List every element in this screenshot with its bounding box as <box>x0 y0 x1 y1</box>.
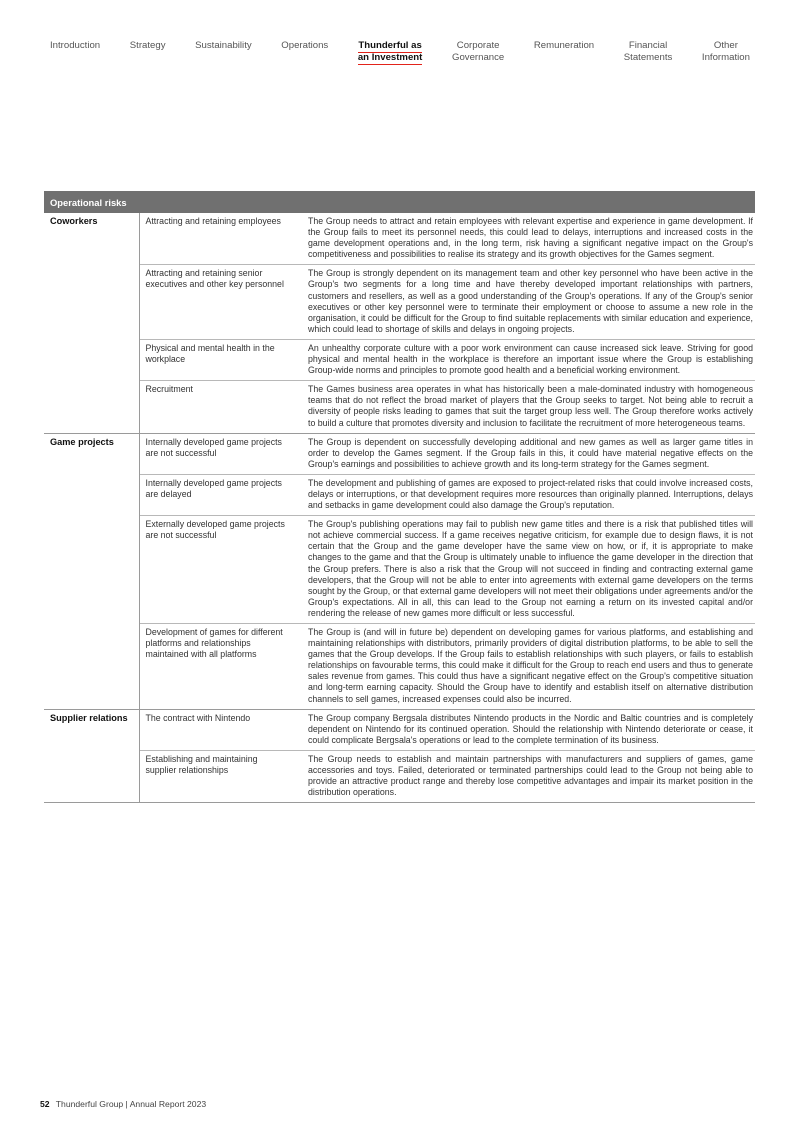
page-number: 52 <box>40 1099 50 1109</box>
nav-item-label: Sustainability <box>195 40 252 51</box>
risk-name: Physical and mental health in the workplace <box>139 339 302 380</box>
nav-item-other-information[interactable] <box>700 40 752 64</box>
risk-description: The Group company Bergsala distributes Nintendo products in the Nordic and Baltic countries and is completely dependent on Nintendo for its continued operation. Should the relationship with Nintendo deteriorate or cease, it could complicate Bergsala's operations or lead to the complete termination of its business. <box>302 709 755 750</box>
risk-description: The Group's publishing operations may fail to publish new game titles and there is a risk that published titles will not achieve commercial success. If a game receives negative criticism, for example due to design flaws, it is not certain that the Group and the game developer have the same view on how, or if, it is appropriate to make changes to the game and that the Group is ultimately unable to influence the game developer in the direction that the Group prefers. There is also a risk that the Group will not succeed in finding and contracting external game developers, that the Group will not be able to enter into agreements with external game developers on the terms sought by the Group, or that external game developers will not meet their obligations under agreements and/or the Group's expectations. All in all, this can lead to the Group not earning a return on its invested capital and/or rendering the release of new games more difficult or less successful. <box>302 516 755 624</box>
operational-risks-table <box>44 191 755 803</box>
nav-item-label: Operations <box>281 40 329 51</box>
risk-category <box>44 381 139 433</box>
table-row <box>44 474 755 515</box>
nav-item-financial-statements[interactable] <box>622 40 675 64</box>
nav-item-strategy[interactable] <box>128 40 168 52</box>
footer-company: Thunderful Group <box>55 1099 124 1109</box>
risk-category <box>44 750 139 802</box>
nav-item-label: Strategy <box>129 40 166 51</box>
table-row <box>44 339 755 380</box>
risk-name: Internally developed game projects are delayed <box>139 474 302 515</box>
table-row <box>44 624 755 710</box>
risk-category: Supplier relations <box>44 709 139 750</box>
table-row <box>44 709 755 750</box>
risk-description: The Group needs to establish and maintain partnerships with manufacturers and suppliers of games, game accessories and toys. Failed, deteriorated or terminated partnerships could lead to the Group not being able to provide an attractive product range and thereby lose competitive advantages and impair its market position in the distribution operations. <box>302 750 755 802</box>
risk-name: Establishing and maintaining supplier relationships <box>139 750 302 802</box>
nav-item-introduction[interactable] <box>48 40 102 52</box>
risk-name: Attracting and retaining employees <box>139 213 302 265</box>
nav-item-label: Thunderful as an Investment <box>357 40 423 63</box>
table-row <box>44 213 755 265</box>
risk-description: The Group needs to attract and retain employees with relevant expertise and experience in game development. If the Group fails to meet its personnel needs, this could lead to delays, interruptions and increased costs in the game development operations and, in the long term, risk having a significant negative impact on the Group's competitiveness and possibilities to realise its strategy and its growth objectives for the Games segment. <box>302 213 755 265</box>
table-row <box>44 516 755 624</box>
risk-name: Development of games for different platforms and relationships maintained with all platforms <box>139 624 302 710</box>
risk-name: Recruitment <box>139 381 302 433</box>
table-row <box>44 265 755 340</box>
risk-category <box>44 265 139 340</box>
risk-description: An unhealthy corporate culture with a poor work environment can cause increased sick leave. Striving for good physical and mental health in the workplace is therefore an important issue where the Group is establishing Group-wide norms and principles to promote good health and a beneficial working environment. <box>302 339 755 380</box>
nav-item-operations[interactable] <box>279 40 330 52</box>
top-navigation <box>48 40 752 64</box>
table-row <box>44 381 755 433</box>
risk-category <box>44 474 139 515</box>
table-row <box>44 433 755 474</box>
nav-item-label: Other Information <box>701 40 750 63</box>
footer-separator: | <box>125 1099 128 1109</box>
risk-description: The development and publishing of games are exposed to project-related risks that could involve increased costs, delays or interruptions, or that development requires more resources than originally planned. Interruptions, delays and setbacks in game development could also damage the Group's reputation. <box>302 474 755 515</box>
nav-item-sustainability[interactable] <box>193 40 254 52</box>
nav-item-label: Corporate Governance <box>451 40 505 63</box>
table-row <box>44 750 755 802</box>
nav-item-label: Financial Statements <box>623 40 673 63</box>
nav-item-label: Remuneration <box>533 40 595 51</box>
risk-category <box>44 516 139 624</box>
risk-name: Attracting and retaining senior executives and other key personnel <box>139 265 302 340</box>
risk-name: Externally developed game projects are not successful <box>139 516 302 624</box>
risk-category: Coworkers <box>44 213 139 265</box>
table-body <box>44 213 755 803</box>
nav-item-thunderful-as-an-investment[interactable] <box>356 40 425 64</box>
nav-item-corporate-governance[interactable] <box>450 40 506 64</box>
risk-category <box>44 339 139 380</box>
risk-description: The Group is dependent on successfully developing additional and new games as well as larger game titles in order to develop the Games segment. If the Group fails in this, it could have material negative effects on the Group's earnings and possibilities to achieve growth and its long-term strategy for the Games segment. <box>302 433 755 474</box>
risk-description: The Group is (and will in future be) dependent on developing games for various platforms, and establishing and maintaining relationships with distributors, primarily providers of digital distribution platforms, to be able to sell the games that the Group develops. If the Group fails to establish relationships with such players, or fails to establish relationships on favourable terms, this could make it difficult for the Group to reach end users and thus to generate sales revenue from games. This could thus have a significant negative effect on the Group's competitive situation and long-term earning capacity. Should the Group have to identify and establish itself on alternative distribution channels to sell games, increased expenses could also be incurred. <box>302 624 755 710</box>
nav-item-label: Introduction <box>50 40 101 51</box>
table-header: Operational risks <box>44 191 755 213</box>
page-footer <box>40 1099 206 1109</box>
risk-description: The Games business area operates in what has historically been a male-dominated industry with homogeneous teams that do not reflect the broad market of players that the Group seeks to target. Not being able to recruit a diversity of people risks leading to games that suit the target group less well. The Group therefore works actively to build a culture that promotes diversity and inclusion to facilitate the recruitment of more heterogeneous teams. <box>302 381 755 433</box>
risk-description: The Group is strongly dependent on its management team and other key personnel who have been active in the Group's two segments for a long time and have thereby developed important relationships with partners, customers and resellers, as well as a good understanding of the Group's operations. If any of the Group's senior executives or other key personnel were to terminate their employment or choose to assume a new role in the organisation, it could be difficult for the Group to find suitable replacements with similar education and experience, which could lead to shortage of skills and delays in ongoing projects. <box>302 265 755 340</box>
nav-item-remuneration[interactable] <box>532 40 596 52</box>
risk-category: Game projects <box>44 433 139 474</box>
footer-report: Annual Report 2023 <box>129 1099 207 1109</box>
risk-name: The contract with Nintendo <box>139 709 302 750</box>
risk-name: Internally developed game projects are not successful <box>139 433 302 474</box>
risk-category <box>44 624 139 710</box>
